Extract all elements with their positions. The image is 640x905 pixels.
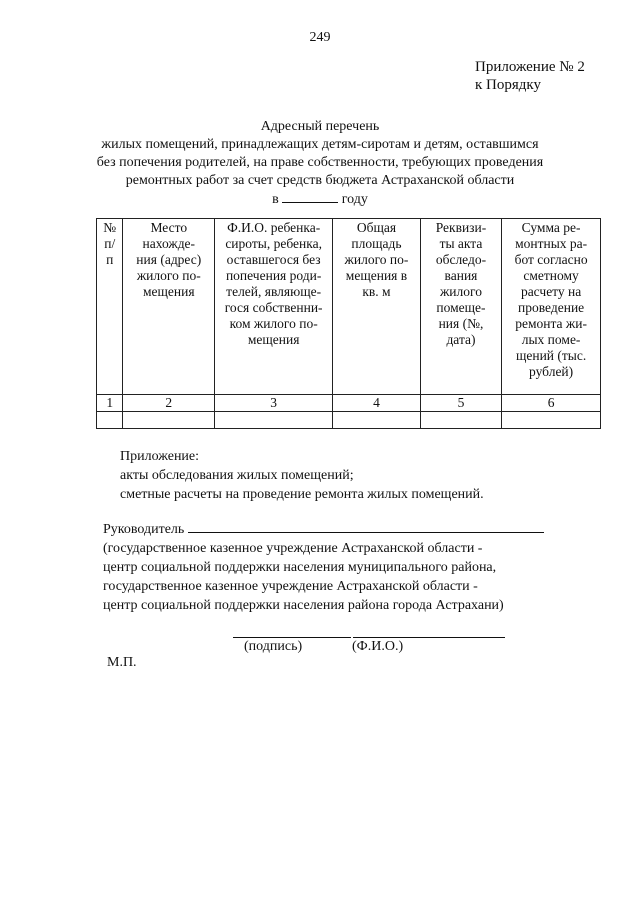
head-label: Руководитель [103,522,185,537]
head-label-line [103,518,544,539]
column-number-3: 3 [215,395,333,412]
name-caption: (Ф.И.О.) [352,639,404,654]
head-desc-line-1: (государственное казенное учреждение Астраханской области - [103,541,483,556]
header-cell-area: Общая площадь жилого по- мещения в кв. м [333,219,421,395]
appendix-reference [475,58,585,94]
annex-heading: Приложение: [120,449,200,464]
stamp-place: М.П. [107,655,137,670]
empty-cell [123,412,215,429]
header-cell-act-details: Реквизи- ты акта обследо- вания жилого помеще- ния (№, дата) [420,219,501,395]
signature-caption: (подпись) [244,639,303,654]
column-number-2: 2 [123,395,215,412]
table-empty-row [97,412,601,429]
title-line-3: без попечения родителей, на праве собственности, требующих проведения [96,155,544,170]
head-desc-line-2: центр социальной поддержки населения муниципального района, [103,560,497,575]
appendix-line-1: Приложение № 2 [475,59,585,75]
table-number-row [97,395,601,412]
column-number-1: 1 [97,395,123,412]
head-signature-blank [188,518,544,533]
empty-cell [97,412,123,429]
address-list-table [96,218,601,429]
column-number-5: 5 [420,395,501,412]
empty-cell [215,412,333,429]
head-desc-line-4: центр социальной поддержки населения района города Астрахани) [103,598,504,613]
annex-item-1: акты обследования жилых помещений; [120,468,354,483]
annex-list [120,447,484,504]
title-year-line [80,190,560,209]
name-line [353,637,505,638]
document-title [80,118,560,209]
year-blank [282,190,338,203]
empty-cell [333,412,421,429]
head-desc-line-3: государственное казенное учреждение Астраханской области - [103,579,478,594]
header-cell-repair-sum: Сумма ре- монтных ра- бот согласно сметному расчету на проведение ремонта жи- лых поме- щений (тыс. рублей) [502,219,601,395]
signature-line [233,637,351,638]
table-header-row [97,219,601,395]
title-line-4: ремонтных работ за счет средств бюджета Астраханской области [125,173,515,188]
header-cell-number: № п/ п [97,219,123,395]
column-number-4: 4 [333,395,421,412]
year-prefix: в [272,192,279,207]
title-line-2: жилых помещений, принадлежащих детям-сиротам и детям, оставшимся [101,137,539,152]
header-cell-address: Место нахожде- ния (адрес) жилого по- мещения [123,219,215,395]
year-suffix: году [341,192,368,207]
page-number: 249 [309,30,331,45]
appendix-line-2: к Порядку [475,77,541,93]
header-cell-child-name: Ф.И.О. ребенка- сироты, ребенка, оставшегося без попечения роди- телей, являюще- гося собственни- ком жилого по- мещения [215,219,333,395]
annex-item-2: сметные расчеты на проведение ремонта жилых помещений. [120,487,484,502]
title-line-1: Адресный перечень [260,119,380,134]
column-number-6: 6 [502,395,601,412]
empty-cell [502,412,601,429]
empty-cell [420,412,501,429]
head-block [103,518,544,615]
